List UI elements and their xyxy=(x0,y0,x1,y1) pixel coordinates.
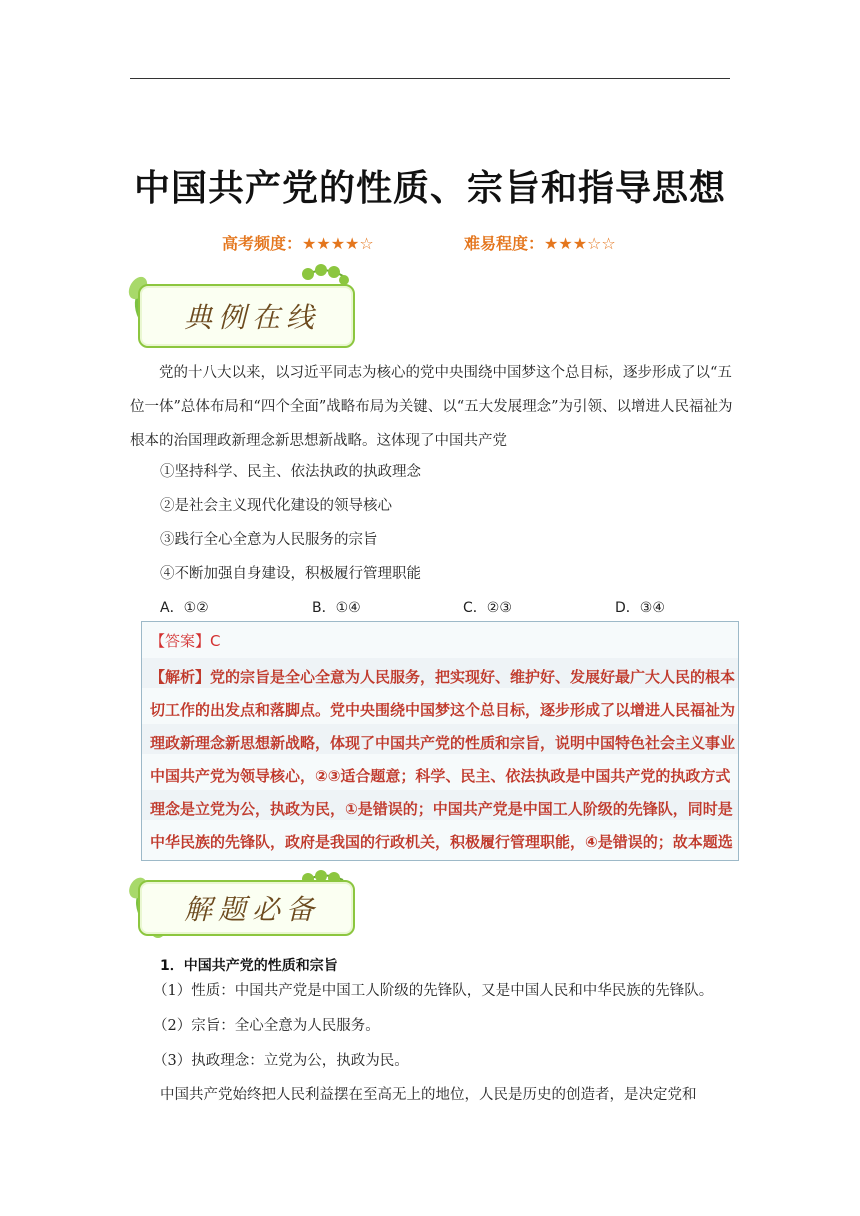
difficulty-rating: 难易程度：★★★☆☆ xyxy=(464,234,616,253)
prep-banner-frame xyxy=(138,880,355,936)
exam-frequency-rating: 高考频度：★★★★☆ xyxy=(222,234,374,253)
analysis-line: 【解析】党的宗旨是全心全意为人民服务，把实现好、维护好、发展好最广大人民的根本 xyxy=(150,668,736,686)
answer-label: 【答案】C xyxy=(150,632,221,650)
analysis-line: 中华民族的先锋队，政府是我国的行政机关，积极履行管理职能，④是错误的；故本题选 xyxy=(150,833,733,851)
analysis-line: 中国共产党为领导核心，②③适合题意；科学、民主、依法执政是中国共产党的执政方式 xyxy=(150,767,731,785)
answer-panel xyxy=(141,621,739,861)
analysis-line: 理政新理念新思想新战略，体现了中国共产党的性质和宗旨，说明中国特色社会主义事业 xyxy=(150,734,736,752)
example-banner-title: 典例在线 xyxy=(184,301,321,334)
point-governance: （3）执政理念：立党为公，执政为民。 xyxy=(153,1053,409,1069)
section-heading: 1．中国共产党的性质和宗旨 xyxy=(160,958,338,974)
header-rule xyxy=(130,78,730,79)
question-item-1: ①坚持科学、民主、依法执政的执政理念 xyxy=(160,464,421,480)
option-d: D．③④ xyxy=(615,600,665,616)
question-item-3: ③践行全心全意为人民服务的宗旨 xyxy=(160,532,378,548)
page-title: 中国共产党的性质、宗旨和指导思想 xyxy=(133,168,726,209)
question-item-4: ④不断加强自身建设，积极履行管理职能 xyxy=(160,566,421,582)
analysis-line: 理念是立党为公，执政为民，①是错误的；中国共产党是中国工人阶级的先锋队，同时是 xyxy=(150,800,733,818)
point-nature: （1）性质：中国共产党是中国工人阶级的先锋队，又是中国人民和中华民族的先锋队。 xyxy=(153,983,714,999)
prep-banner-title: 解题必备 xyxy=(184,893,321,926)
question-item-2: ②是社会主义现代化建设的领导核心 xyxy=(160,498,392,514)
example-banner-frame xyxy=(138,284,355,348)
option-b: B．①④ xyxy=(312,600,361,616)
option-a: A．①② xyxy=(160,600,209,616)
question-stem: 党的十八大以来，以习近平同志为核心的党中央围绕中国梦这个总目标，逐步形成了以“五位一体”总体布局和“四个全面”战略布局为关键、以“五大发展理念”为引领、以增进人民福祉为根本的治国理政新理念新思想新战略。这体现了中国共产党 xyxy=(130,365,733,449)
option-c: C．②③ xyxy=(463,600,512,616)
body-paragraph: 中国共产党始终把人民利益摆在至高无上的地位，人民是历史的创造者，是决定党和 xyxy=(160,1087,697,1103)
point-purpose: （2）宗旨：全心全意为人民服务。 xyxy=(153,1018,380,1034)
analysis-line: 切工作的出发点和落脚点。党中央围绕中国梦这个总目标，逐步形成了以增进人民福祉为 xyxy=(150,701,736,719)
